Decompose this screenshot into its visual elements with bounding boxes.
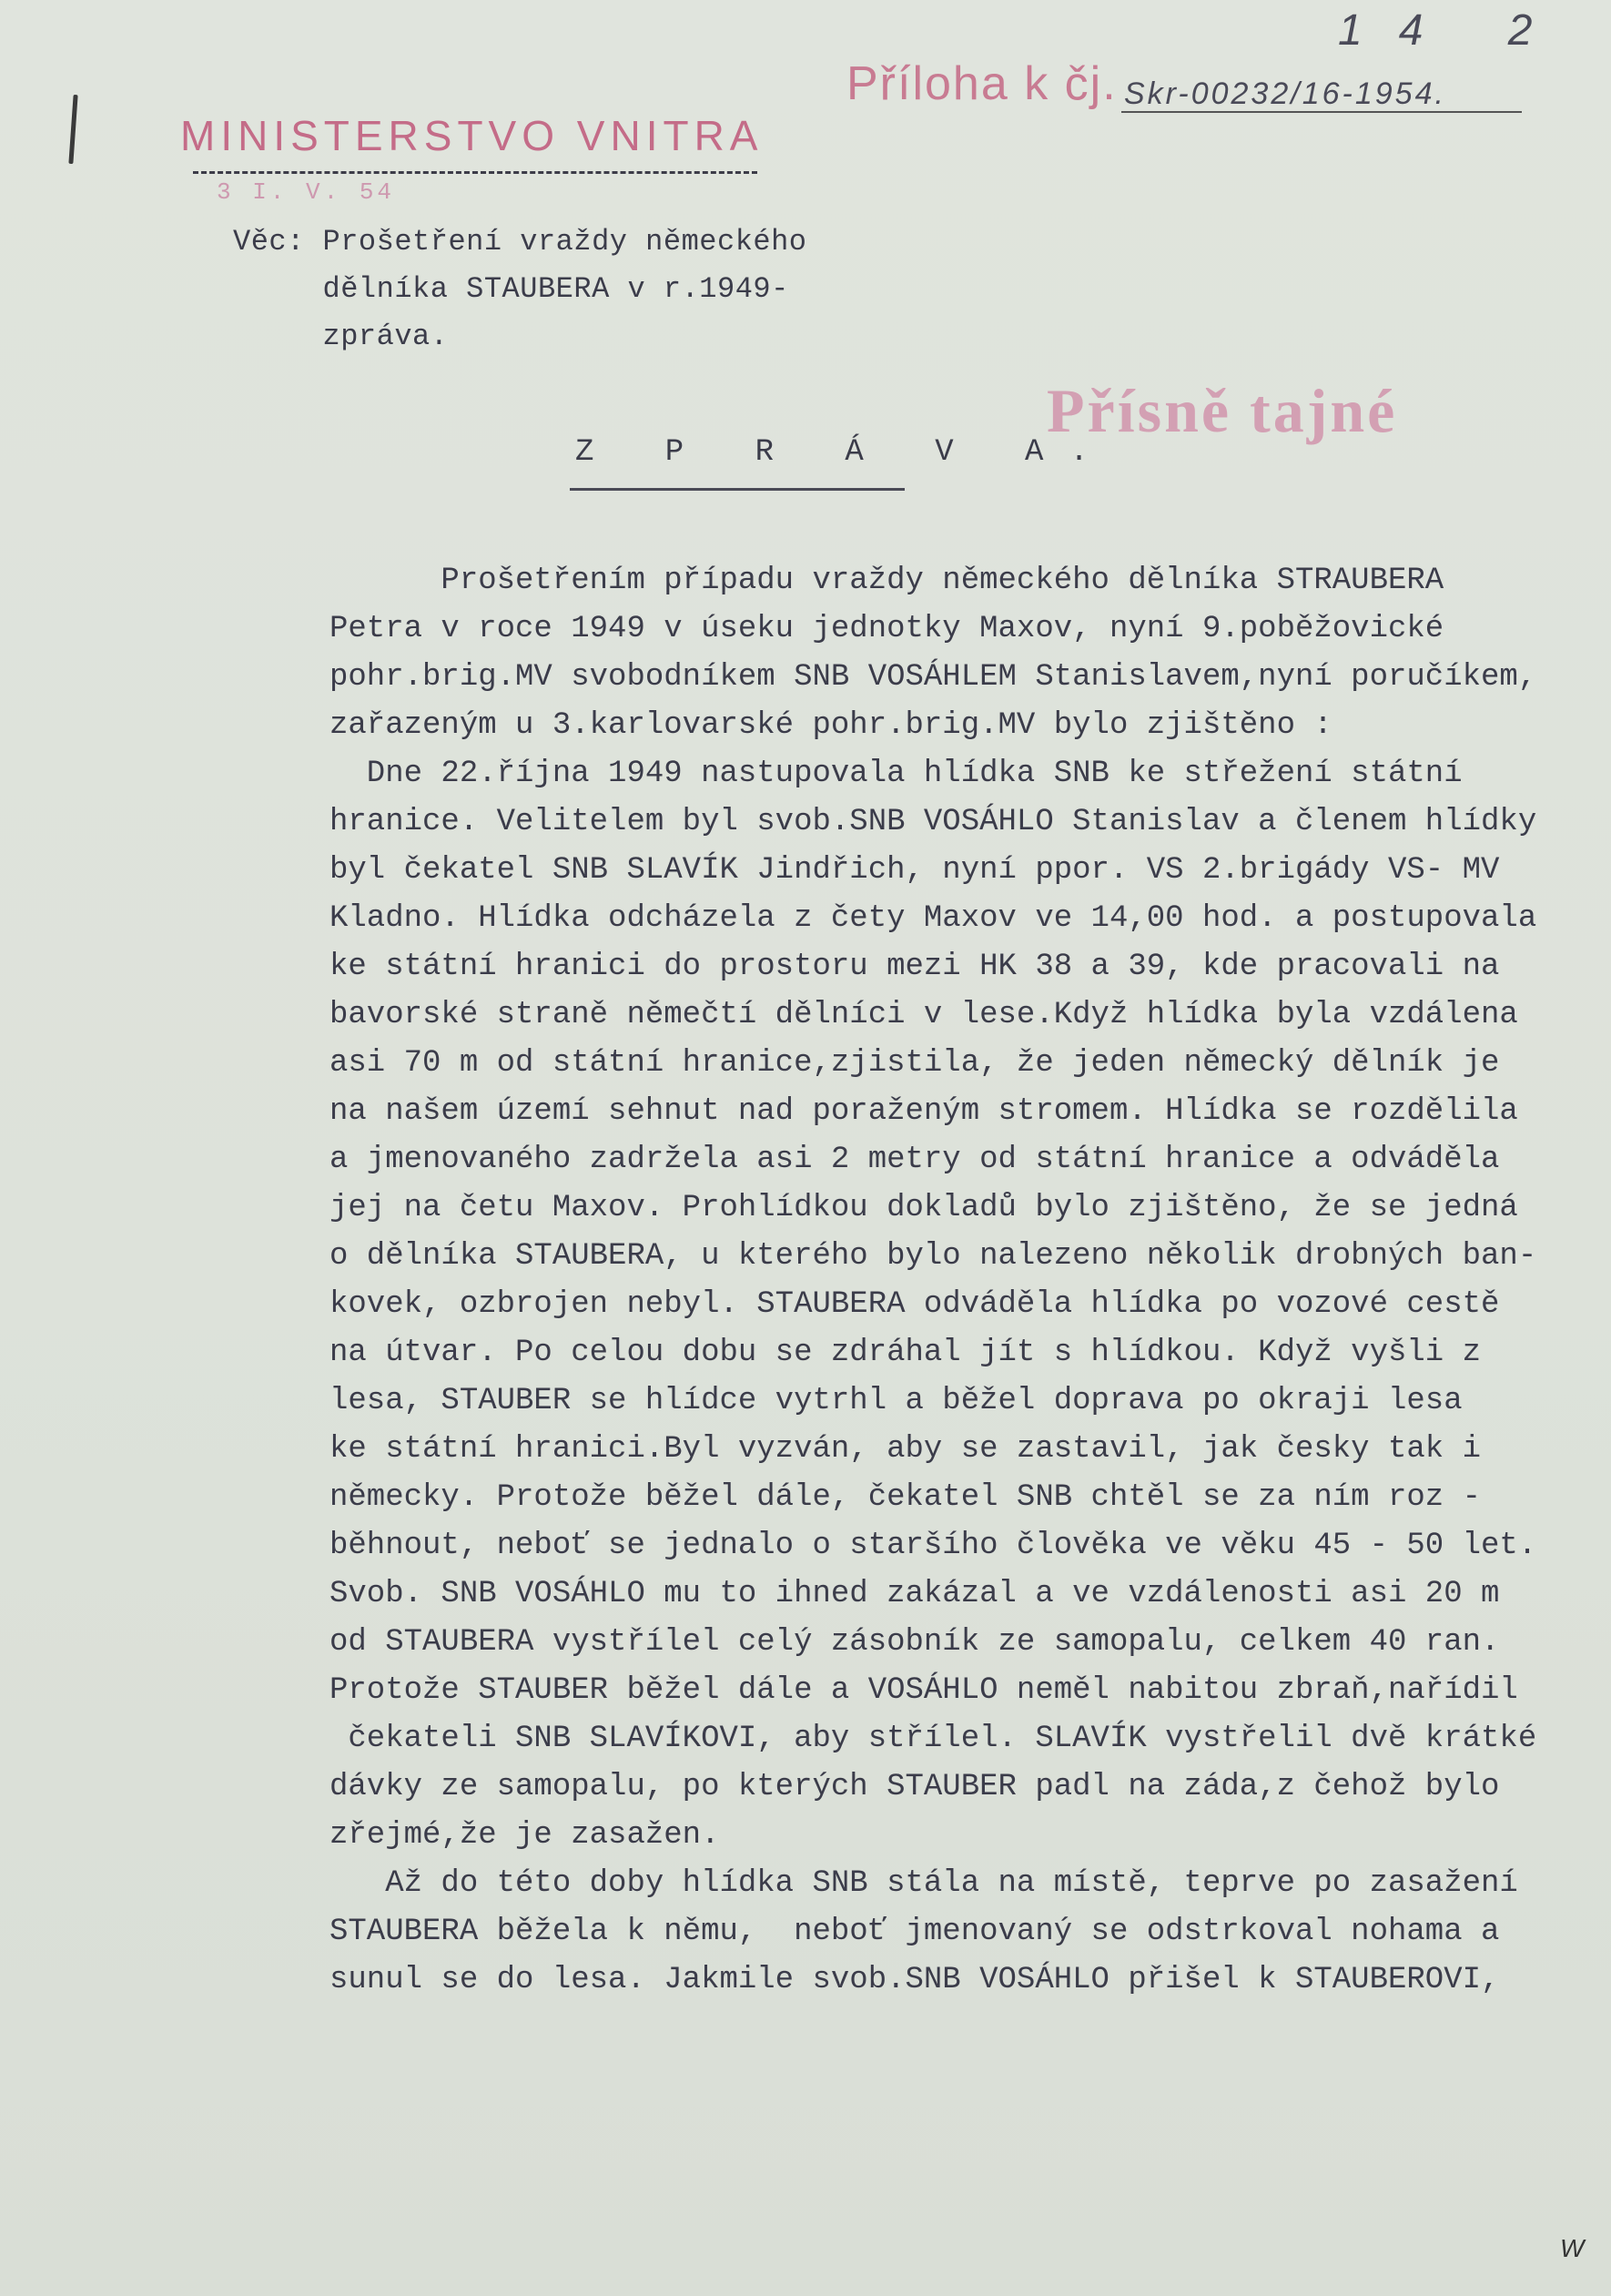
body-line: čekateli SNB SLAVÍKOVI, aby střílel. SLAVÍK vystřelil dvě krátké: [329, 1722, 1537, 1756]
body-line: hranice. Velitelem byl svob.SNB VOSÁHLO Stanislav a členem hlídky: [329, 805, 1537, 839]
date-stamp: 3 I. V. 54: [217, 178, 396, 206]
body-line: dávky ze samopalu, po kterých STAUBER padl na záda,z čehož bylo: [329, 1770, 1500, 1804]
handwritten-initials: W: [1560, 2234, 1585, 2262]
body-line: STAUBERA běžela k němu, neboť jmenovaný se odstrkoval nohama a: [329, 1915, 1500, 1949]
body-line: na útvar. Po celou dobu se zdráhal jít s hlídkou. Když vyšli z: [329, 1336, 1482, 1370]
body-line: sunul se do lesa. Jakmile svob.SNB VOSÁHLO přišel k STAUBEROVI,: [329, 1963, 1500, 1997]
body-line: Petra v roce 1949 v úseku jednotky Maxov, nyní 9.poběžovické: [329, 612, 1444, 646]
body-line: o dělníka STAUBERA, u kterého bylo nalezeno několik drobných ban-: [329, 1239, 1537, 1274]
title-underline: [570, 488, 905, 491]
body-line: běhnout, neboť se jednalo o staršího člověka ve věku 45 - 50 let.: [329, 1529, 1537, 1563]
body-line: Až do této doby hlídka SNB stála na místě, teprve po zasažení: [329, 1866, 1518, 1901]
body-line: pohr.brig.MV svobodníkem SNB VOSÁHLEM Stanislavem,nyní poručíkem,: [329, 660, 1537, 695]
annex-stamp: Příloha k čj.: [846, 57, 1118, 110]
subject-line: zpráva.: [233, 320, 449, 353]
body-line: Kladno. Hlídka odcházela z čety Maxov ve 14,00 hod. a postupovala: [329, 901, 1537, 936]
body-line: Prošetřením případu vraždy německého dělníka STRAUBERA: [329, 564, 1444, 598]
body-line: bavorské straně němečtí dělníci v lese.Když hlídka byla vzdálena: [329, 998, 1518, 1032]
body-line: jej na četu Maxov. Prohlídkou dokladů bylo zjištěno, že se jedná: [329, 1191, 1518, 1225]
body-line: ke státní hranici.Byl vyzván, aby se zastavil, jak česky tak i: [329, 1432, 1482, 1467]
body-line: a jmenovaného zadržela asi 2 metry od státní hranice a odváděla: [329, 1143, 1500, 1177]
body-line: lesa, STAUBER se hlídce vytrhl a běžel doprava po okraji lesa: [329, 1384, 1463, 1418]
document-title: Z P R Á V A.: [575, 435, 1115, 470]
body-line: byl čekatel SNB SLAVÍK Jindřich, nyní ppor. VS 2.brigády VS- MV: [329, 853, 1500, 888]
subject-line: dělníka STAUBERA v r.1949-: [233, 272, 789, 306]
margin-tick-mark: [68, 95, 77, 164]
body-line: ke státní hranici do prostoru mezi HK 38 a 39, kde pracovali na: [329, 950, 1500, 984]
handwritten-page-numbers: 14 2: [1338, 6, 1569, 55]
report-body: [329, 557, 1536, 2005]
body-line: zařazeným u 3.karlovarské pohr.brig.MV bylo zjištěno :: [329, 708, 1332, 743]
body-line: Svob. SNB VOSÁHLO mu to ihned zakázal a ve vzdálenosti asi 20 m: [329, 1577, 1500, 1611]
body-line: od STAUBERA vystřílel celý zásobník ze samopalu, celkem 40 ran.: [329, 1625, 1500, 1660]
body-line: Protože STAUBER běžel dále a VOSÁHLO neměl nabitou zbraň,nařídil: [329, 1673, 1518, 1708]
body-line: kovek, ozbrojen nebyl. STAUBERA odváděla hlídka po vozové cestě: [329, 1287, 1500, 1322]
dashed-separator: [193, 171, 757, 174]
classification-stamp: Přísně tajné: [1047, 376, 1398, 445]
reference-underline: [1121, 111, 1522, 113]
body-line: Dne 22.října 1949 nastupovala hlídka SNB ke střežení státní: [329, 757, 1463, 791]
subject-line: Věc: Prošetření vraždy německého: [233, 225, 807, 259]
body-line: asi 70 m od státní hranice,zjistila, že jeden německý dělník je: [329, 1046, 1500, 1081]
ministry-stamp: MINISTERSTVO VNITRA: [180, 112, 764, 159]
reference-number: Skr-00232/16-1954.: [1124, 76, 1446, 111]
body-line: na našem území sehnut nad poraženým stromem. Hlídka se rozdělila: [329, 1094, 1518, 1129]
subject-block: [233, 218, 807, 361]
body-line: německy. Protože běžel dále, čekatel SNB chtěl se za ním roz -: [329, 1480, 1482, 1515]
body-line: zřejmé,že je zasažen.: [329, 1818, 720, 1853]
